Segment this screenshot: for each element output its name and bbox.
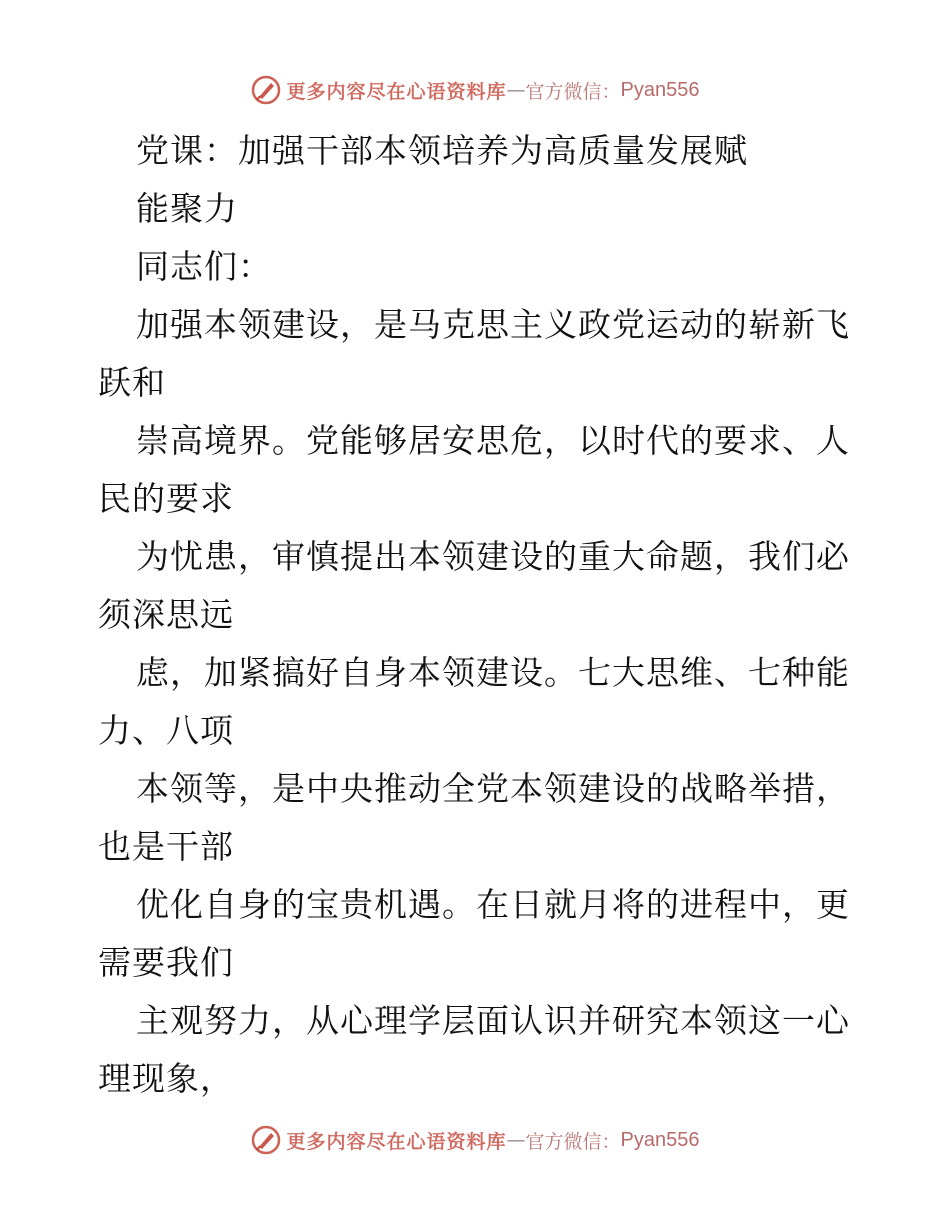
document-body [98,122,858,1108]
body-line: 理现象， [98,1059,234,1098]
body-line: 跃和 [98,363,166,402]
body-line: 力、八项 [98,711,234,750]
footer-promo-banner [0,1120,950,1160]
body-line: 优化自身的宝贵机遇。在日就月将的进程中，更 [136,885,850,924]
body-line: 虑，加紧搞好自身本领建设。七大思维、七种能 [136,653,850,692]
body-line: 民的要求 [98,479,234,518]
title-line: 能聚力 [136,189,238,228]
wechat-id: Pyan556 [620,1128,700,1151]
body-line: 也是干部 [98,827,234,866]
body-line: 加强本领建设，是马克思主义政党运动的崭新飞 [136,305,850,344]
body-line: 崇高境界。党能够居安思危，以时代的要求、人 [136,421,850,460]
wechat-id: Pyan556 [620,78,700,101]
body-line: 为忧患，审慎提出本领建设的重大命题，我们必 [136,537,850,576]
promo-text: 更多内容尽在心语资料库 [286,80,507,103]
quill-logo-icon [251,1125,281,1155]
body-line: 主观努力，从心理学层面认识并研究本领这一心 [136,1001,850,1040]
promo-text: 更多内容尽在心语资料库 [286,1130,507,1153]
wechat-label: 官方微信： [525,1130,621,1153]
body-line: 需要我们 [98,943,234,982]
body-line: 须深思远 [98,595,234,634]
body-line: 本领等，是中央推动全党本领建设的战略举措， [136,769,850,808]
quill-logo-icon [251,75,281,105]
promo-separator: — [506,79,526,101]
title-line: 党课：加强干部本领培养为高质量发展赋 [136,131,748,170]
salutation-line: 同志们： [136,247,272,286]
header-promo-banner [0,70,950,110]
wechat-label: 官方微信： [525,80,621,103]
promo-separator: — [506,1129,526,1151]
